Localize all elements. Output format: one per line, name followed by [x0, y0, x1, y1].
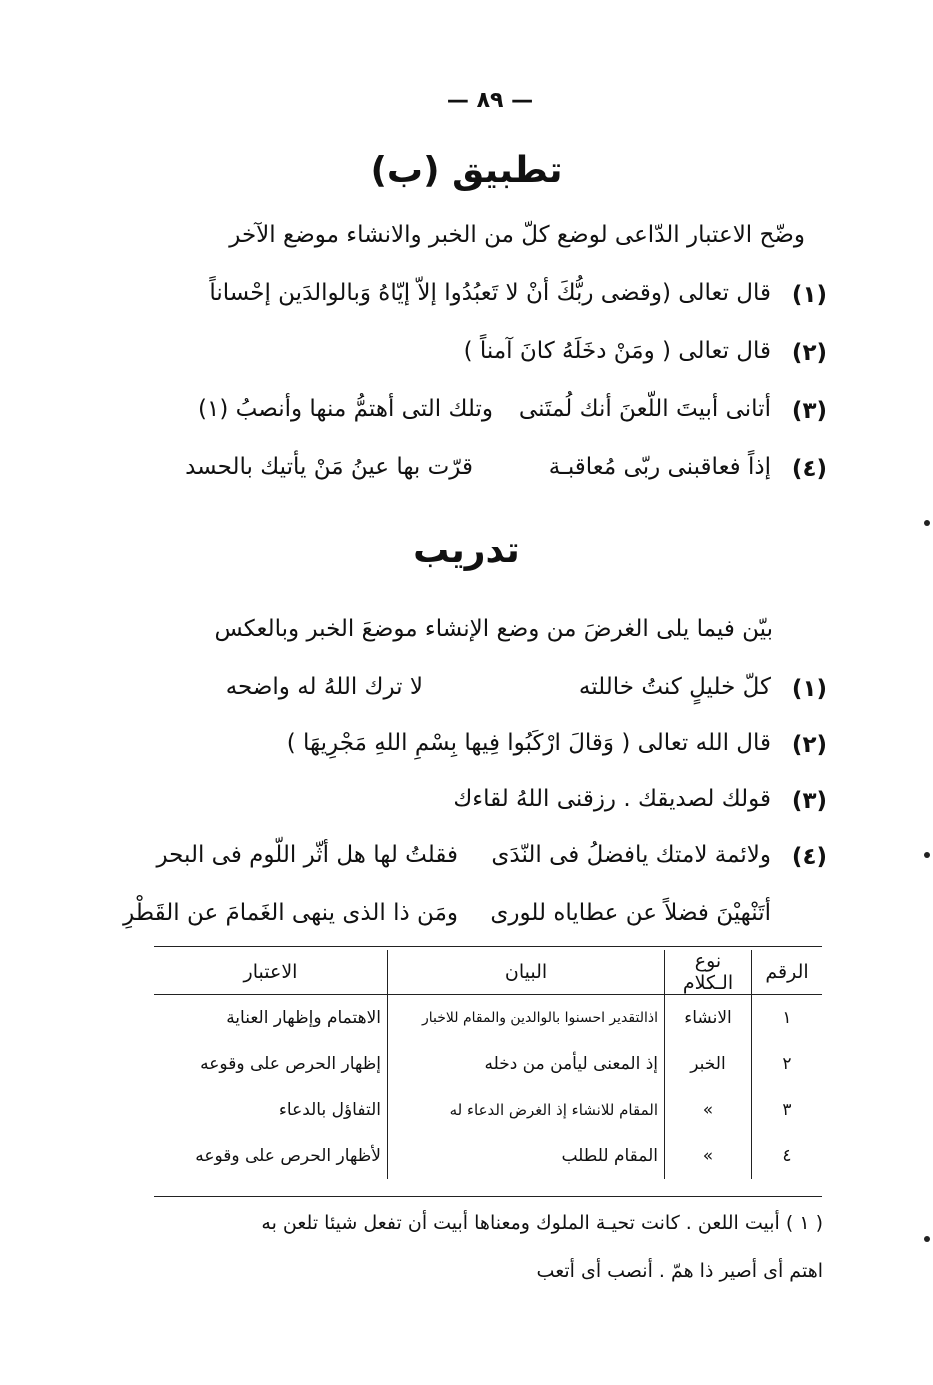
- cell-itibar: لأظهار الحرص على وقوعه: [154, 1133, 388, 1179]
- verse-second-hemistich: لا ترك اللهُ له واضحه: [225, 674, 423, 700]
- verse-second-hemistich: فقلتُ لها هل أثّر اللّوم فى البحر: [156, 842, 458, 868]
- footnote-rule: [154, 1196, 822, 1197]
- scan-mark: [924, 520, 930, 526]
- section2-instruction: بيّن فيما يلى الغرضَ من وضع الإنشاء موضعَ الخبر وبالعكس: [214, 616, 773, 642]
- cell-itibar: التفاؤل بالدعاء: [154, 1087, 388, 1133]
- verse-first-hemistich: إذاً فعاقبنى ربّى مُعاقبـة: [548, 454, 771, 480]
- footnote-line: ( ١ ) أبيت اللعن . كانت تحيـة الملوك ومعناها أبيت أن تفعل شيئا تلعن به: [261, 1212, 823, 1234]
- table-row: [154, 1041, 822, 1087]
- section-title-tatbiq: تطبيق (ب): [370, 150, 563, 191]
- item-text: قال تعالى (وقضى ربُّكَ أنْ لا تَعبُدُوا إلاّ إيّاهُ وَبالوالدَين إحْساناً: [209, 280, 771, 306]
- table-row: [154, 995, 822, 1042]
- item-text: قولك لصديقك . رزقنى اللهُ لقاءك: [453, 786, 771, 812]
- verse-first-hemistich: أتَنْهيْنَ فضلاً عن عطاياه للورى: [490, 900, 771, 926]
- scan-mark: [924, 852, 930, 858]
- item-number: (٢): [791, 340, 827, 366]
- item-number: (٢): [791, 732, 827, 758]
- item-number: (١): [791, 282, 827, 308]
- verse-first-hemistich: ولائمة لامتك يافضلُ فى النّدَى: [491, 842, 771, 868]
- cell-type: الخبر: [665, 1041, 752, 1087]
- item-text: قال تعالى ( ومَنْ دخَلَهُ كانَ آمناً ): [463, 338, 771, 364]
- table-row: [154, 1133, 822, 1179]
- footnote-line: اهتم أى أصير ذا همّ . أنصب أى أتعب: [536, 1260, 823, 1282]
- cell-bayan: اذالتقدير احسنوا بالوالدين والمقام للاخبار: [388, 995, 665, 1042]
- header-bayan: البيان: [388, 950, 665, 995]
- section-title-tadrib: تدريب: [413, 530, 520, 571]
- header-type: نوع الـكلام: [665, 950, 752, 995]
- scan-mark: [924, 1236, 930, 1242]
- cell-type: »: [665, 1133, 752, 1179]
- verse-first-hemistich: أتانى أبيتَ اللّعنَ أنك لُمتَنى: [518, 396, 771, 422]
- section1-instruction: وضّح الاعتبار الدّاعى لوضع كلّ من الخبر والانشاء موضع الآخر: [229, 222, 805, 248]
- cell-bayan: المقام للانشاء إذ الغرض الدعاء له: [388, 1087, 665, 1133]
- cell-itibar: الاهتمام وإظهار العناية: [154, 995, 388, 1042]
- verse-second-hemistich: قرّت بها عينُ مَنْ يأتيك بالحسد: [185, 454, 473, 480]
- cell-num: ٣: [782, 1100, 792, 1120]
- item-number: (٤): [791, 456, 827, 482]
- cell-type: »: [665, 1087, 752, 1133]
- cell-type: الانشاء: [665, 995, 752, 1042]
- page-number: — ٨٩ —: [446, 88, 534, 113]
- header-itibar: الاعتبار: [154, 950, 388, 995]
- verse-second-hemistich: وتلك التى أهتمُّ منها وأنصبُ (١): [198, 396, 493, 422]
- item-text: قال الله تعالى ( وَقالَ ارْكَبُوا فِيها بِسْمِ اللهِ مَجْرِيهَا ): [286, 730, 771, 756]
- table-header-row: [154, 950, 822, 995]
- item-number: (٣): [791, 398, 827, 424]
- cell-itibar: إظهار الحرص على وقوعه: [154, 1041, 388, 1087]
- header-num: الرقم: [752, 950, 823, 995]
- cell-bayan: إذ المعنى ليأمن من دخله: [388, 1041, 665, 1087]
- answers-table: [154, 950, 822, 1179]
- cell-num: ٢: [782, 1054, 792, 1074]
- item-number: (١): [791, 676, 827, 702]
- cell-num: ٤: [782, 1146, 792, 1166]
- verse-second-hemistich: ومَن ذا الذى ينهى الغَمامَ عن القَطْرِ: [123, 900, 458, 926]
- table-top-rule: [154, 946, 822, 947]
- cell-num: ١: [782, 1008, 792, 1028]
- item-number: (٤): [791, 844, 827, 870]
- table-row: [154, 1087, 822, 1133]
- verse-first-hemistich: كلّ خليلٍ كنتُ خاللته: [578, 674, 771, 700]
- item-number: (٣): [791, 788, 827, 814]
- cell-bayan: المقام للطلب: [388, 1133, 665, 1179]
